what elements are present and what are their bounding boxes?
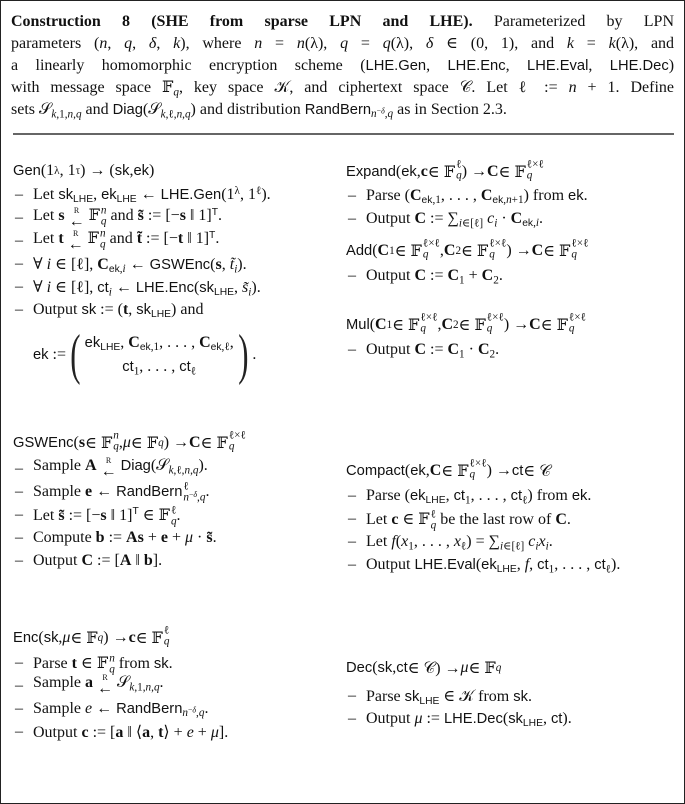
ek-close-paren: ) — [237, 324, 249, 386]
ek-open-paren: ( — [70, 324, 81, 386]
gen-step — [13, 298, 271, 321]
compact-step — [346, 553, 620, 576]
mul-step — [346, 338, 586, 361]
compact-signature: Compact ( ek , C ∈ 𝔽 q ℓ×ℓ ) → ct ∈ 𝒞 — [346, 457, 551, 481]
compact-step-text: Output $LHE.Eval(ek_{LHE}$, f, $ct_1$, . . . , $ct_\ell$). — [366, 555, 621, 575]
bullet-dash: – — [15, 208, 23, 226]
expand-step — [346, 207, 588, 230]
compact-algorithm — [346, 457, 620, 576]
bullet-dash: – — [15, 185, 23, 203]
compact-step-text: Let $f(x_1$, . . . , $x_\ell) = \sum_{i\in[\ell]}$ $c_ix_i$. — [366, 532, 553, 552]
gen-step-text: Let $sk_{LHE}$, $ek_{LHE}$ ← $LHE.Gen(1^\lambda$, $1^\ell$). — [33, 184, 271, 205]
bullet-dash: – — [15, 653, 23, 671]
bullet-dash: – — [348, 209, 356, 227]
bullet-dash: – — [348, 709, 356, 727]
bullet-dash: – — [15, 459, 23, 477]
add-step — [346, 264, 588, 287]
add-algorithm — [346, 237, 588, 287]
gen-step-text: Let t R ← 𝔽 q n and t̃ := [−t ‖ 1]$^T$. — [33, 228, 219, 253]
gswenc-signature: GSWEnc ( s ∈ 𝔽 q n , μ ∈ 𝔽 q ) → C ∈ 𝔽 q ℓ×ℓ — [13, 429, 246, 453]
bullet-dash: – — [15, 505, 23, 523]
enc-step — [13, 697, 228, 720]
bullet-dash: – — [15, 551, 23, 569]
bullet-dash: – — [348, 266, 356, 284]
header-line-2: parameters (n, q, δ, k), where n = n(λ), q = q(λ), δ ∈ (0, 1), and k = k(λ), and — [11, 35, 675, 52]
bullet-dash: – — [15, 254, 23, 272]
gen-step — [13, 252, 271, 275]
gen-signature: Gen (1 λ , 1 τ ) → ( sk , ek ) — [13, 162, 155, 179]
dec-signature: Dec ( sk , ct ∈ 𝒞) → μ ∈ 𝔽 q — [346, 658, 502, 677]
bullet-dash: – — [15, 676, 23, 694]
gswenc-step-text: Sample e ← RandBern $n^{-\delta},q$ ℓ . — [33, 479, 210, 503]
mul-algorithm — [346, 311, 586, 361]
ek-period: . — [252, 346, 257, 363]
sample-uniform-arrow: R ← — [101, 464, 117, 480]
dec-step-text: Parse $sk_{LHE}$ ∈ 𝒦 from sk. — [366, 687, 532, 707]
enc-step-text: Sample a R ← 𝒮$_{k,1,n,q}$. — [33, 674, 164, 697]
compact-step — [346, 484, 620, 507]
gswenc-step — [13, 503, 246, 526]
dec-step — [346, 684, 572, 707]
gswenc-step — [13, 526, 246, 549]
gswenc-step — [13, 480, 246, 503]
add-step-text: Output C := $C_1 + C_2$. — [366, 266, 503, 286]
header-line-4: with message space 𝔽$_q$, key space 𝒦, and ciphertext space 𝒞. Let ℓ := n + 1. Define — [11, 79, 674, 99]
bullet-dash: – — [15, 482, 23, 500]
expand-step-text: Output C := $\sum_{i\in[\ell]}$ $c_i \cdot C_{ek,i}$. — [366, 209, 543, 229]
bullet-dash: – — [348, 532, 356, 550]
sample-uniform-arrow: R ← — [97, 681, 113, 697]
bullet-dash: – — [348, 555, 356, 573]
dec-step-text: Output μ := $LHE.Dec(sk_{LHE}$, ct). — [366, 709, 572, 729]
gswenc-step-text: Sample A R ← Diag(𝒮$_{k,\ell,n,q}$). — [33, 457, 208, 480]
bullet-dash: – — [15, 699, 23, 717]
sample-uniform-arrow: R ← — [69, 214, 85, 230]
enc-step — [13, 651, 228, 674]
enc-step — [13, 674, 228, 697]
bullet-dash: – — [15, 300, 23, 318]
add-signature: Add ( C 1 ∈ 𝔽 q ℓ×ℓ , C 2 ∈ 𝔽 q ℓ×ℓ ) → C ∈ 𝔽 q ℓ×ℓ — [346, 237, 589, 261]
bullet-dash: – — [15, 722, 23, 740]
enc-step — [13, 720, 228, 743]
header-line-1 — [11, 11, 674, 33]
bullet-dash: – — [348, 486, 356, 504]
bullet-dash: – — [348, 686, 356, 704]
compact-step-text: Parse ($ek_{LHE}$, $ct_1$, . . . , $ct_\ell$) from ek. — [366, 486, 592, 506]
ek-definition — [33, 324, 257, 386]
dec-algorithm — [346, 651, 572, 730]
header-text: Parameterized by LPN — [472, 13, 674, 30]
compact-step — [346, 507, 620, 530]
gswenc-step-text: Compute b := As + e + μ · s̃. — [33, 528, 217, 546]
gen-step-text: ∀ i ∈ [ℓ], $C_{ek,i}$ ← GSWEnc(s, $t̃_i$). — [33, 255, 247, 275]
gswenc-step-text: Let s̃ := [−s ‖ 1]$^T$ ∈ 𝔽 q ℓ . — [33, 503, 181, 527]
gen-step-text: Output sk := (t, $sk_{LHE}$) and — [33, 300, 204, 320]
gen-step-text: ∀ i ∈ [ℓ], $ct_i$ ← $LHE.Enc(sk_{LHE}$, $s̃_i$). — [33, 278, 261, 298]
expand-signature: Expand ( ek , c ∈ 𝔽 q ℓ ) → C ∈ 𝔽 q ℓ×ℓ — [346, 158, 544, 182]
enc-step-text: Sample e ← RandBern$_{n^{-\delta},q}$. — [33, 699, 209, 719]
dec-step — [346, 707, 572, 730]
gen-step — [13, 183, 271, 206]
sample-uniform-arrow: R ← — [68, 237, 84, 253]
gswenc-algorithm — [13, 429, 246, 572]
enc-step-text: Output c := [a ‖ ⟨a, t⟩ + e + μ]. — [33, 723, 229, 741]
gen-step — [13, 206, 271, 229]
gswenc-step-text: Output C := [A ‖ b]. — [33, 551, 163, 569]
gen-step-text: Let s R ← 𝔽 q n and s̃ := [−s ‖ 1]$^T$. — [33, 205, 222, 230]
divider — [13, 133, 674, 135]
mul-step-text: Output C := $C_1 \cdot C_2$. — [366, 340, 500, 360]
header-line-5: sets 𝒮$_{k,1,n,q}$ and Diag(𝒮$_{k,\ell,n,q}$) and distribution RandBern$_{n^{-\delta},q}$ as in Section 2.3. — [11, 101, 507, 121]
mul-signature: Mul ( C 1 ∈ 𝔽 q ℓ×ℓ , C 2 ∈ 𝔽 q ℓ×ℓ ) → C ∈ 𝔽 q ℓ×ℓ — [346, 311, 586, 335]
gen-algorithm — [13, 159, 271, 321]
bullet-dash: – — [348, 509, 356, 527]
expand-step-text: Parse ($C_{ek,1}$, . . . , $C_{ek,n+1}$) from ek. — [366, 186, 588, 206]
ek-tuple — [85, 331, 234, 379]
bullet-dash: – — [15, 231, 23, 249]
gen-step — [13, 229, 271, 252]
gswenc-step — [13, 457, 246, 480]
bullet-dash: – — [348, 186, 356, 204]
expand-step — [346, 184, 588, 207]
enc-algorithm — [13, 625, 228, 743]
compact-step — [346, 530, 620, 553]
construction-title: Construction 8 (SHE from sparse LPN and LHE). — [11, 13, 473, 30]
ek-row-2: $ct_1$, . . . , $ct_\ell$ — [122, 358, 197, 378]
ek-lhs: ek := — [33, 346, 67, 363]
bullet-dash: – — [15, 528, 23, 546]
header-line-3: a linearly homomorphic encryption scheme (LHE.Gen, LHE.Enc, LHE.Eval, LHE.Dec) — [11, 57, 675, 74]
bullet-dash: – — [15, 277, 23, 295]
enc-signature: Enc ( sk , μ ∈ 𝔽 q ) → c ∈ 𝔽 q ℓ — [13, 624, 170, 648]
ek-row-1: $ek_{LHE}$, $C_{ek,1}$, . . . , $C_{ek,\ell}$, — [84, 334, 234, 354]
gen-step — [13, 275, 271, 298]
bullet-dash: – — [348, 340, 356, 358]
compact-step-text: Let c ∈ 𝔽 q ℓ be the last row of C. — [366, 507, 571, 531]
expand-algorithm — [346, 159, 588, 230]
gswenc-step — [13, 549, 246, 572]
enc-step-text: Parse t ∈ 𝔽 q n from sk. — [33, 651, 173, 675]
